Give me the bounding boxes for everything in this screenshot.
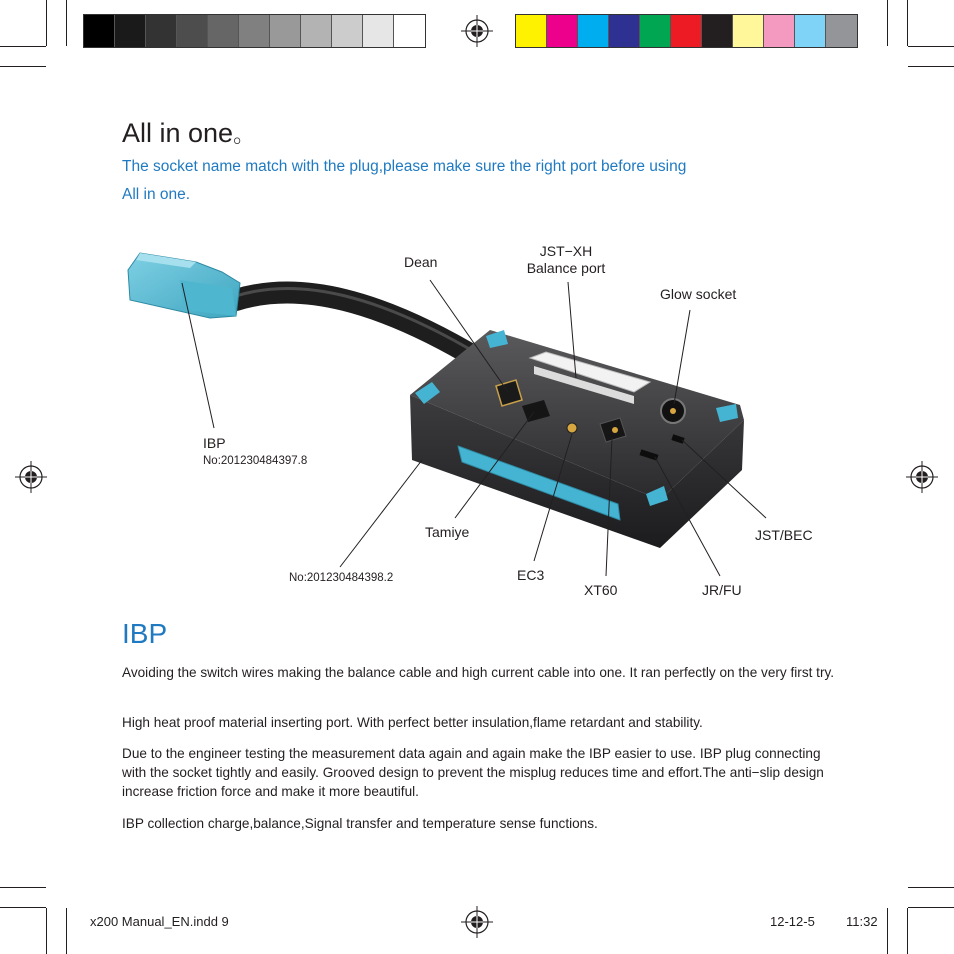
page-title-mark: 。: [233, 122, 256, 147]
label-jr-fu: JR/FU: [702, 582, 742, 598]
ibp-plug: [128, 253, 240, 318]
subtitle-line-2: All in one.: [122, 186, 191, 203]
label-jst-bec: JST/BEC: [755, 527, 813, 543]
leader-socket-no: [340, 460, 422, 567]
ec3-port: [567, 423, 577, 433]
label-glow-socket: Glow socket: [660, 286, 737, 302]
label-jst-xh-line1: JST−XH: [539, 243, 593, 259]
label-tamiye: Tamiye: [425, 524, 470, 540]
footer-time: 11:32: [846, 914, 878, 929]
footer-date: 12-12-5: [770, 914, 815, 929]
cable: [236, 293, 480, 361]
label-dean: Dean: [404, 254, 438, 270]
label-jst-xh: [521, 243, 611, 276]
ibp-paragraph-1: Avoiding the switch wires making the balance cable and high current cable into one. It ran perfectly on the very first try.: [122, 665, 835, 680]
ibp-paragraph-2: High heat proof material inserting port. With perfect better insulation,flame retardant and stability.: [122, 715, 703, 730]
label-jst-xh-line2: Balance port: [526, 260, 606, 276]
subtitle-line-1: The socket name match with the plug,please make sure the right port before using: [122, 158, 687, 175]
label-xt60: XT60: [584, 582, 618, 598]
page-title-text: All in one: [122, 118, 234, 148]
label-socket-number: No:201230484398.2: [289, 572, 394, 584]
label-ec3: EC3: [517, 567, 545, 583]
ibp-paragraph-3: Due to the engineer testing the measurement data again and again make the IBP easier to use. IBP plug connecting with the socket tightly and easily. Grooved design to prevent the misplug reduces time and effort.The anti−slip design increase friction force and make it more beautiful.: [122, 746, 824, 799]
section-title-ibp: IBP: [122, 618, 168, 649]
ibp-paragraph-4: IBP collection charge,balance,Signal transfer and temperature sense functions.: [122, 816, 598, 831]
label-ibp-number: No:201230484397.8: [203, 455, 308, 467]
footer-file-name: x200 Manual_EN.indd 9: [90, 914, 229, 929]
label-ibp: IBP: [203, 435, 226, 451]
